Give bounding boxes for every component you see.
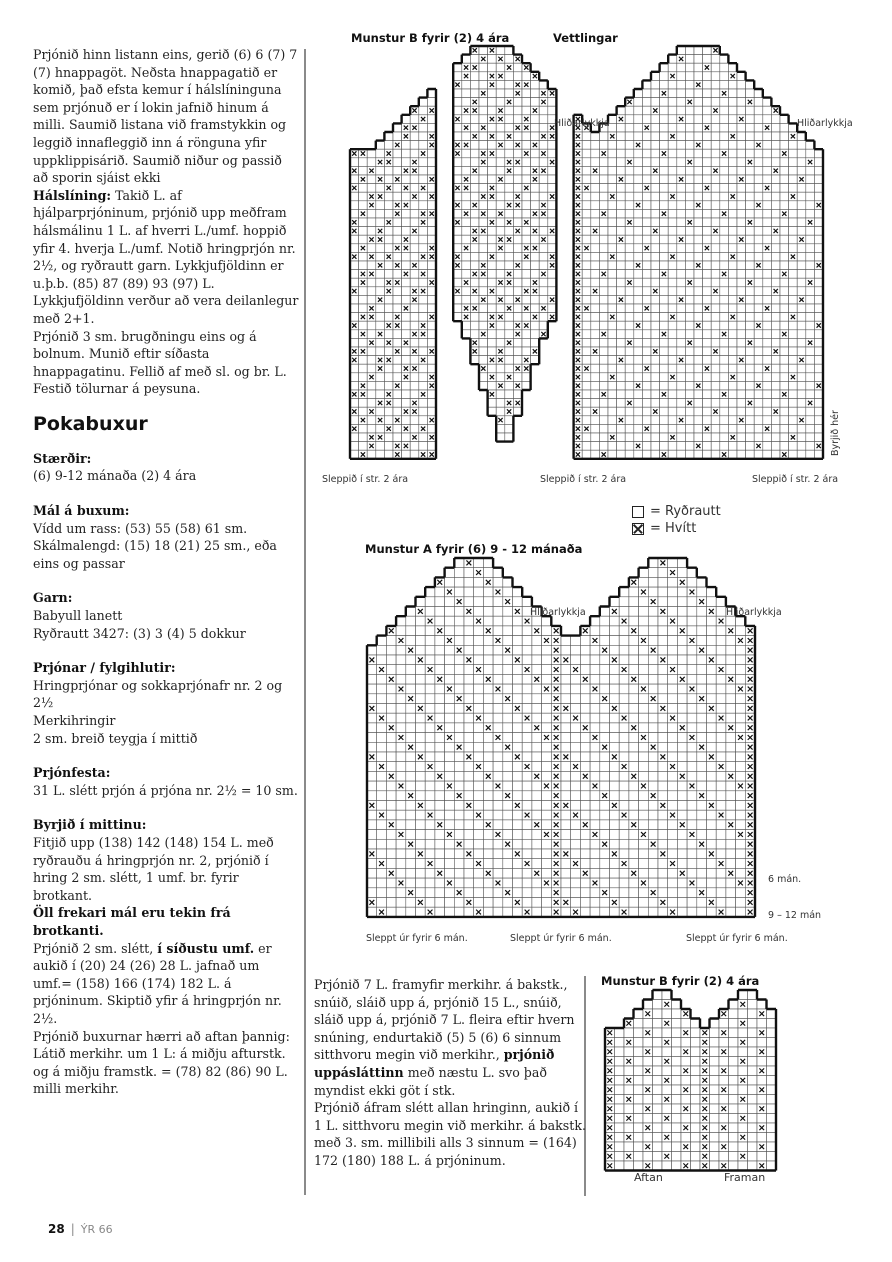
measurements-line: Vídd um rass: (53) 55 (58) 61 sm. [33,520,248,536]
chart-top-title: Munstur B fyrir (2) 4 ára [351,31,510,45]
page-footer [48,1222,113,1236]
divisible-paragraph: Lykkjufjöldinn verður að vera deilanlegur með 2+1. [33,293,299,326]
magazine-issue: ÝR 66 [80,1223,113,1236]
back-paragraph: Prjónið buxurnar hærri að aftan þannig: Látið merkihr. um 1 L: á miðju afturstk. og á miðju framstk. = (78) 82 (86) 90 L. milli merkihr. [33,1028,290,1097]
yarn-label: Garn: [33,590,73,606]
ribbing-paragraph: Prjónið 3 sm. brugðningu eins og á bolnum. Munið eftir síðasta hnappagatinu. Fellið af með sl. og br. L. Festið tölurnar á peysuna. [33,328,287,397]
legend-label: = Ryðrautt [650,504,721,519]
page-number: 28 [48,1222,65,1236]
side-stitch-label: Hliðarlykkja [554,118,610,129]
sizes-value: (6) 9-12 mánaða (2) 4 ára [33,468,197,484]
intro-paragraph: Prjónið hinn listann eins, gerið (6) 6 (7) 7 (7) hnappagöt. Neðsta hnappagatið er komið, það efsta kemur í hálslíninguna sem prjónuð er í lokin jafnið hinum á milli. Saumið listana við framstykkin og leggið innafleggið inn á rönguna yfir uppklippisárið. Saumið niður og passið að sporin sjáist ekki [33,47,298,186]
short-rows-paragraph: Prjónið 7 L. framyfir merkihr. á bakstk., snúið, sláið upp á, prjónið 15 L., snúið, sláið upp á, prjónið 7 L. fleira eftir hvern snúning, endurtakið (5) 5 (6) 6 sinnum sitthvoru megin við merkihr., prjónið uppásláttinn með næstu L. svo það myndist ekki göt í stk. [314,977,575,1098]
side-stitch-label: Hliðarlykkja [726,607,782,618]
sizes-label: Stærðir: [33,450,92,466]
chart-top-subtitle: Vettlingar [553,31,618,45]
left-column [33,46,299,1098]
start-bold: Öll frekari mál eru tekin frá brotkanti. [33,905,231,938]
needles-line: Merkihringir [33,713,116,728]
needles-label: Prjónar / fylgihlutir: [33,660,176,676]
skip-label: Sleppt úr fyrir 6 mán. [366,933,468,944]
front-label: Framan [724,1171,766,1184]
legend-label: = Hvítt [650,521,697,536]
size-marker-label: 6 mán. [768,874,802,885]
skip-label: Sleppt úr fyrir 6 mán. [686,933,788,944]
measurements-line: Skálmalengd: (15) 18 (21) 25 sm., eða eins og passar [33,538,277,571]
chart-legend [632,503,721,537]
chart-bottom-title: Munstur B fyrir (2) 4 ára [601,974,760,988]
chart-bottom-grid [605,990,785,1170]
side-stitch-label: Hliðarlykkja [797,118,853,129]
yarn-line: Babyull lanett [33,608,123,624]
middle-column [314,976,586,1170]
chart-middle-title: Munstur A fyrir (6) 9 - 12 mánaða [365,542,583,556]
start-label: Byrjið í mittinu: [33,817,147,833]
measurements-label: Mál á buxum: [33,503,130,519]
start-here-label: Byrjið hér [830,410,841,456]
side-stitch-label: Hliðarlykkja [530,607,586,618]
gauge-value: 31 L. slétt prjón á prjóna nr. 2½ = 10 sm. [33,782,298,798]
start-text: Fitjið upp (138) 142 (148) 154 L. með ryðrauðu á hringprjón nr. 2, prjónið í hring 2 sm. slétt, 1 umf. br. fyrir brotkant. [33,834,274,903]
needles-line: Hringprjónar og sokkaprjónafr nr. 2 og 2½ [33,677,283,711]
increase-paragraph: Prjónið áfram slétt allan hringinn, aukið í 1 L. sitthvoru megin við merkihr. á bakstk. með 3. sm. millibili alls 3 sinnum = (164) 172 (180) 188 L. á prjóninum. [314,1100,586,1168]
footer-separator: | [70,1222,75,1236]
section-heading: Pokabuxur [33,412,148,435]
skip-label: Sleppið í str. 2 ára [540,474,627,485]
neckband-label: Hálslíning: [33,187,112,203]
neckband-paragraph: Hálslíning: Takið L. af hjálparprjóninum, prjónið upp meðfram hálsmálinu 1 L. af hverri L./umf. hoppið yfir 4. hverja L./umf. Notið hringprjón nr. 2½, og ryðrautt garn. Lykkjufjöldinn er u.þ.b. (85) 87 (89) 93 (97) L. [33,187,296,291]
skip-label: Sleppt úr fyrir 6 mán. [510,933,612,944]
knit-paragraph: Prjónið 2 sm. slétt, í síðustu umf. er aukið í (20) 24 (26) 28 L. jafnað um umf.= (158) 166 (174) 182 L. á prjóninum. Skiptið yfir á hringprjón nr. 2½. [33,940,282,1026]
skip-label: Sleppið í str. 2 ára [322,474,409,485]
empty-square-icon [632,506,644,518]
back-label: Aftan [634,1171,663,1184]
yarn-line: Ryðrautt 3427: (3) 3 (4) 5 dokkur [33,625,246,641]
column-divider [304,49,306,1195]
crossed-square-icon [632,523,644,535]
gauge-label: Prjónfesta: [33,765,111,781]
size-marker-label: 9 – 12 mán [768,910,822,921]
skip-label: Sleppið í str. 2 ára [752,474,839,485]
chart-top-grid [350,46,830,462]
needles-line: 2 sm. breið teygja í mittið [33,730,198,746]
